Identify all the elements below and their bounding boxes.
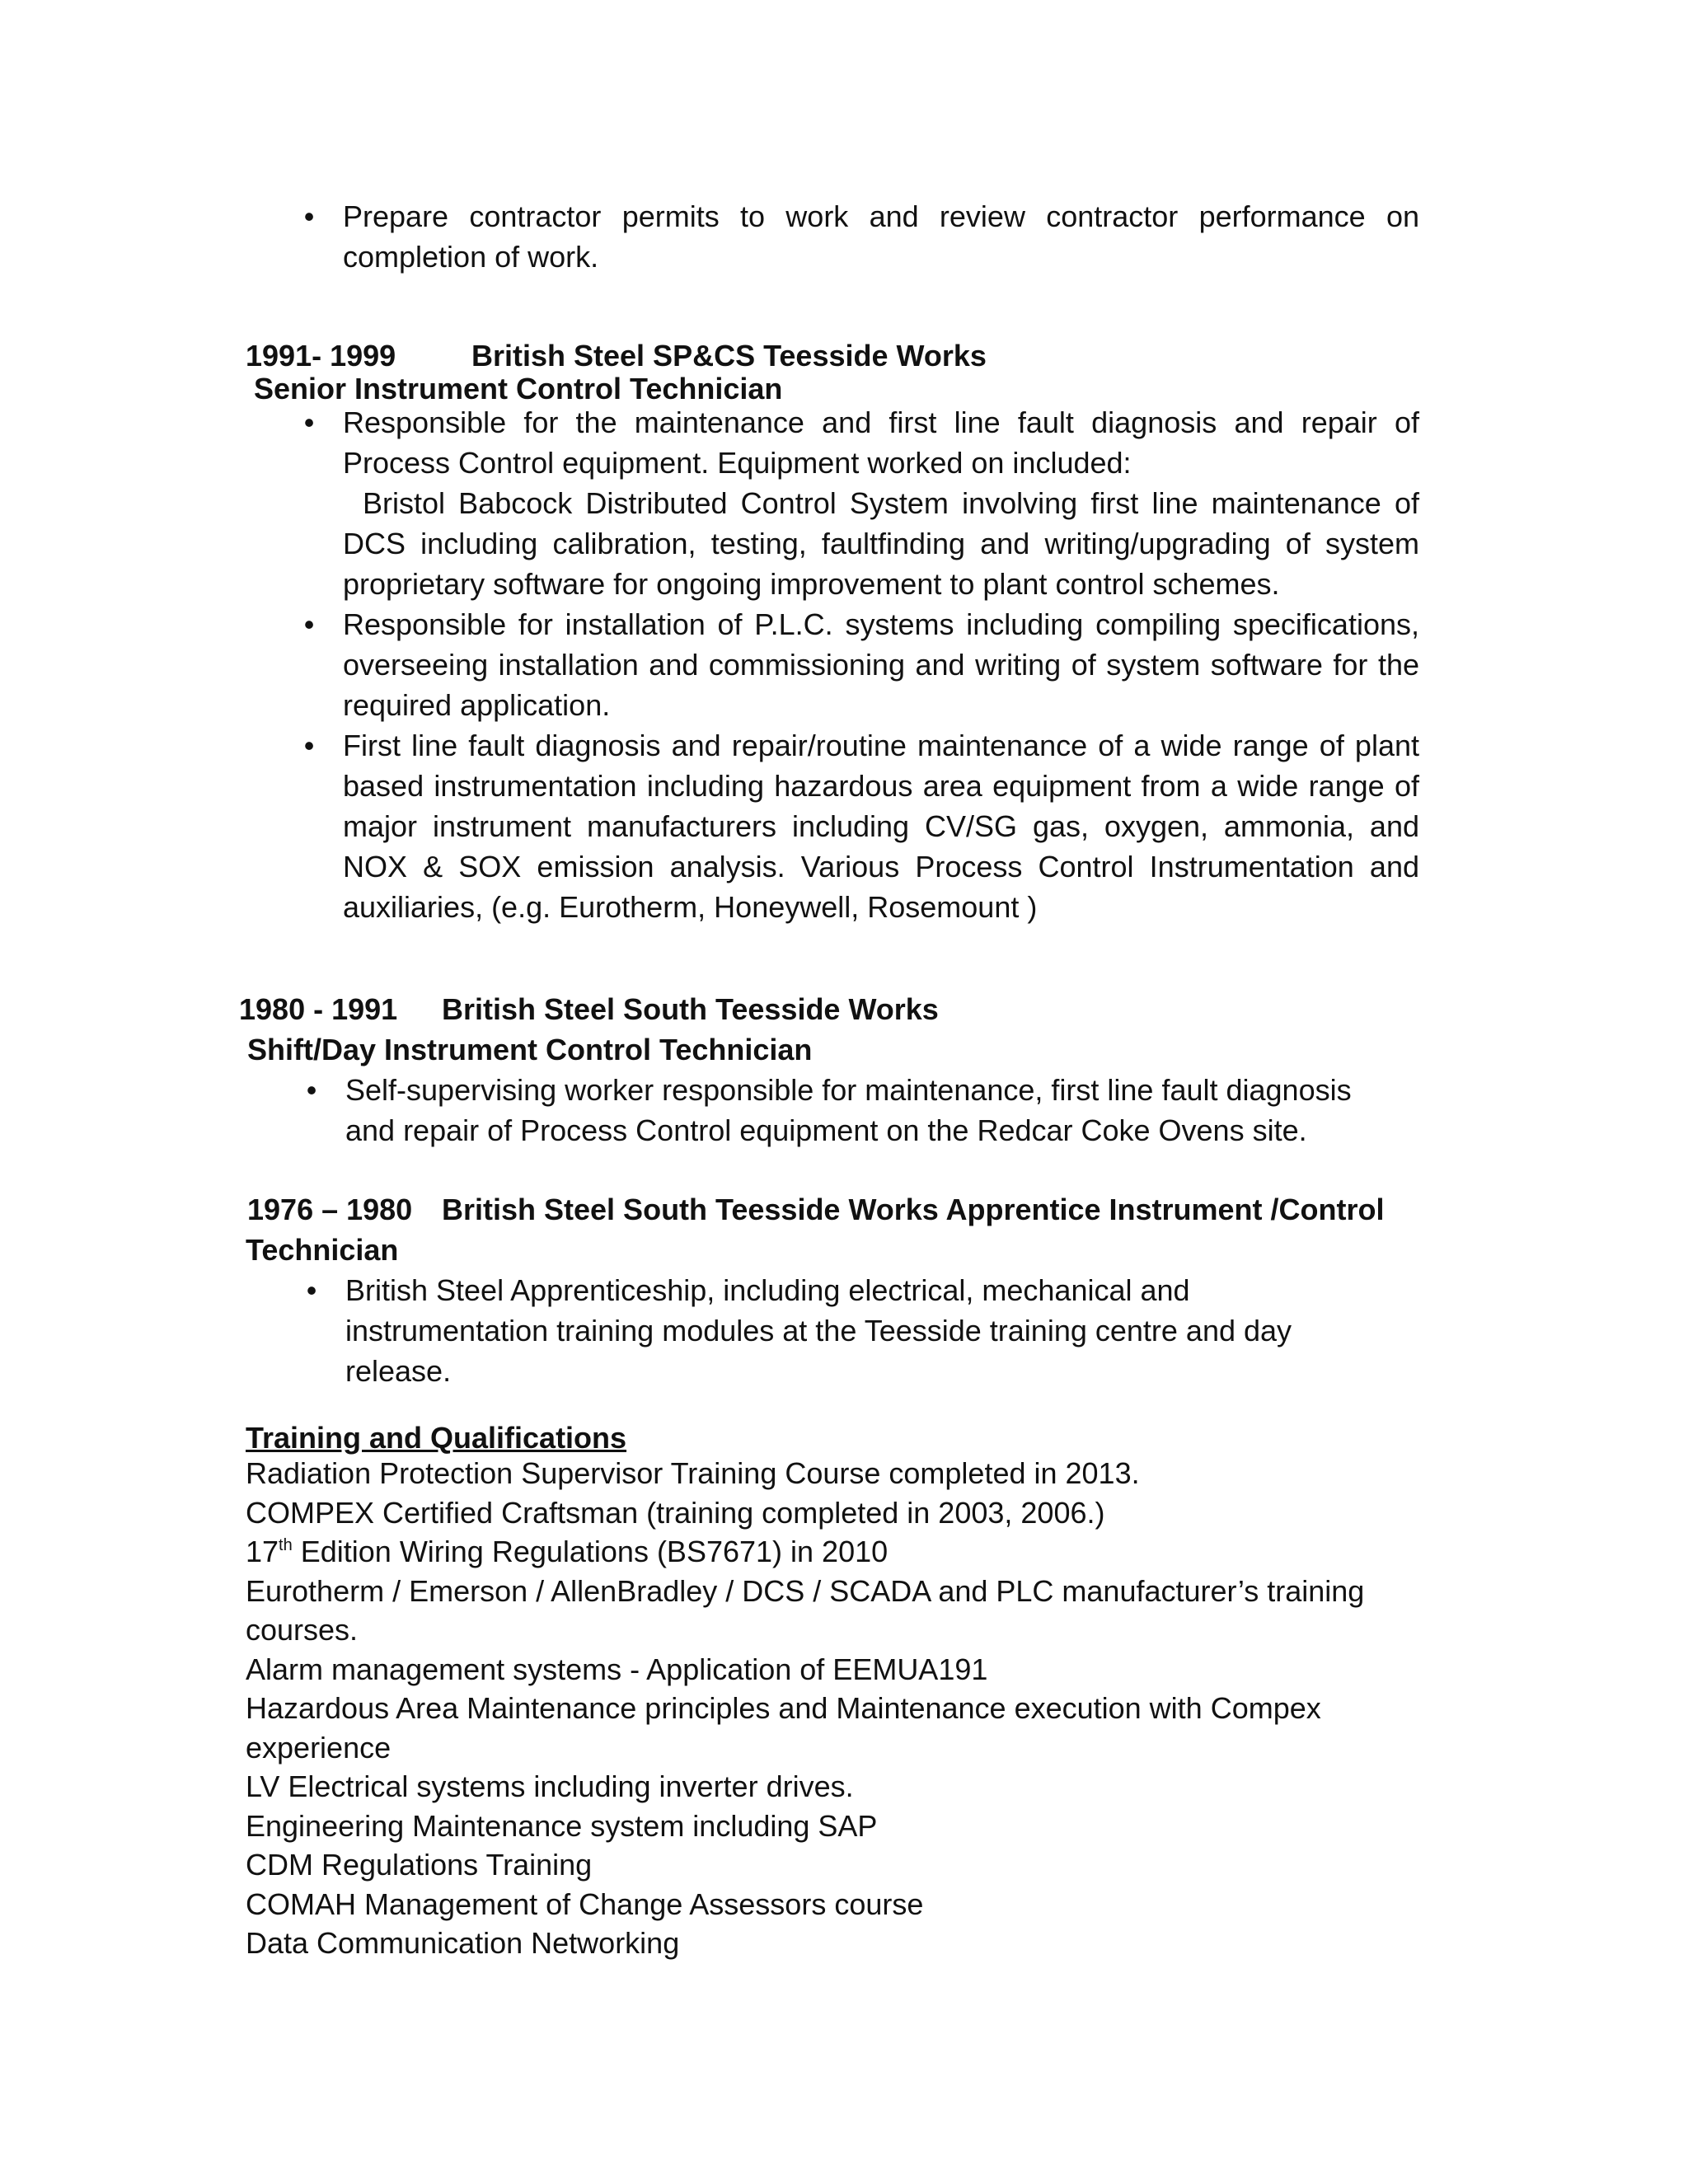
job3-heading-rest: British Steel South Teesside Works Apprentice Instrument /Control	[442, 1193, 1385, 1226]
job3-bullet-1	[306, 1270, 1433, 1391]
training-item: Alarm management systems - Application of EEMUA191	[246, 1652, 988, 1686]
training-list	[246, 1454, 1364, 1963]
job2-bullet-1-line-2: and repair of Process Control equipment on the Redcar Coke Ovens site.	[345, 1113, 1307, 1147]
training-item: COMPEX Certified Craftsman (training completed in 2003, 2006.)	[246, 1495, 1105, 1530]
job1-bullet-2	[303, 604, 1419, 725]
job2-bullet-1	[306, 1070, 1433, 1151]
job3-heading	[247, 1189, 1385, 1230]
training-heading: Training and Qualifications	[246, 1421, 627, 1455]
job1-bullet-1-continuation-text: Bristol Babcock Distributed Control System involving first line maintenance of DCS including calibration, testing, faultfinding and writing/upgrading of system proprietary software for ongoing improvement to plant control schemes.	[343, 486, 1419, 601]
training-item: COMAH Management of Change Assessors course	[246, 1886, 924, 1921]
job1-bullet-1-continuation	[343, 483, 1419, 604]
job3-bullet-1-line-3: release.	[345, 1354, 452, 1388]
bullet-symbol: •	[306, 1073, 317, 1107]
training-item: Data Communication Networking	[246, 1926, 680, 1960]
bullet-symbol: •	[303, 405, 315, 439]
job3-heading-line-2: Technician	[246, 1233, 399, 1267]
training-item	[246, 1532, 1364, 1572]
job3-dates: 1976 – 1980	[247, 1193, 413, 1226]
top-bullet	[303, 196, 1419, 277]
job1-bullet-1	[303, 402, 1419, 483]
training-item-superscript: th	[279, 1536, 293, 1554]
job1-bullet-2-text: Responsible for installation of P.L.C. systems including compiling specifications, overseeing installation and commissioning and writing of system software for the required application.	[343, 607, 1419, 722]
training-item: LV Electrical systems including inverter drives.	[246, 1769, 854, 1803]
job1-dates: 1991- 1999	[246, 339, 396, 373]
job2-title: Shift/Day Instrument Control Technician	[247, 1033, 813, 1066]
bullet-symbol: •	[303, 199, 315, 233]
job1-title: Senior Instrument Control Technician	[254, 372, 783, 405]
job1-bullet-3-text: First line fault diagnosis and repair/routine maintenance of a wide range of plant based instrumentation including hazardous area equipment from a wide range of major instrument manufacturers including CV/SG gas, oxygen, ammonia, and NOX & SOX emission analysis. Various Process Control Instrumentation and auxiliaries, (e.g. Eurotherm, Honeywell, Rosemount )	[343, 729, 1419, 924]
training-item: courses.	[246, 1613, 359, 1647]
training-item: Radiation Protection Supervisor Training Course completed in 2013.	[246, 1456, 1140, 1490]
job1-employer: British Steel SP&CS Teesside Works	[471, 339, 987, 373]
job3-bullet-1-line-1: British Steel Apprenticeship, including electrical, mechanical and	[345, 1273, 1190, 1307]
training-item: Engineering Maintenance system including SAP	[246, 1808, 878, 1843]
bullet-symbol: •	[303, 607, 315, 641]
job2-bullet-1-line-1: Self-supervising worker responsible for maintenance, first line fault diagnosis	[345, 1073, 1352, 1107]
job2-employer: British Steel South Teesside Works	[442, 992, 939, 1026]
job1-bullet-1-text: Responsible for the maintenance and first line fault diagnosis and repair of Process Control equipment. Equipment worked on included:	[343, 405, 1419, 480]
bullet-symbol: •	[306, 1273, 317, 1307]
training-item-rest: Edition Wiring Regulations (BS7671) in 2010	[292, 1535, 889, 1568]
training-item-number: 17	[246, 1535, 279, 1568]
job2-heading	[239, 989, 939, 1029]
bullet-symbol: •	[303, 729, 315, 762]
top-bullet-text: Prepare contractor permits to work and review contractor performance on completion of work.	[343, 199, 1419, 274]
job2-dates: 1980 - 1991	[239, 992, 398, 1026]
job1-bullet-3	[303, 725, 1419, 927]
training-item: CDM Regulations Training	[246, 1848, 593, 1882]
training-item: Hazardous Area Maintenance principles and Maintenance execution with Compex	[246, 1691, 1321, 1725]
job3-bullet-1-line-2: instrumentation training modules at the Teesside training centre and day	[345, 1314, 1292, 1347]
training-item: experience	[246, 1730, 392, 1765]
training-item: Eurotherm / Emerson / AllenBradley / DCS / SCADA and PLC manufacturer’s training	[246, 1573, 1365, 1608]
